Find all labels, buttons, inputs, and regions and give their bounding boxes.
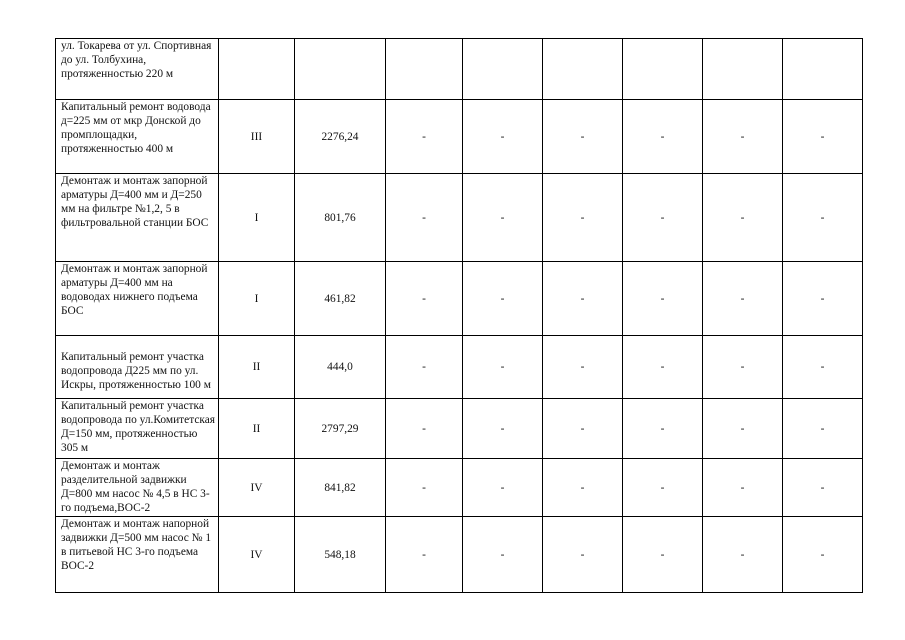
value-cell: - — [703, 174, 783, 262]
value-cell: - — [703, 336, 783, 399]
value-cell — [623, 39, 703, 100]
table-row — [56, 262, 863, 336]
value-cell: - — [623, 399, 703, 459]
category-cell: II — [219, 336, 295, 399]
value-cell: - — [386, 399, 463, 459]
work-description-cell: Капитальный ремонт участка водопровода по ул.Комитетская Д=150 мм, протяженностью 305 м — [56, 399, 219, 459]
table-row — [56, 517, 863, 593]
cost-cell: 461,82 — [295, 262, 386, 336]
value-cell: - — [703, 517, 783, 593]
value-cell: - — [386, 262, 463, 336]
value-cell: - — [623, 100, 703, 174]
value-cell — [543, 39, 623, 100]
value-cell: - — [543, 100, 623, 174]
work-description-cell: Демонтаж и монтаж запорной арматуры Д=400 мм на водоводах нижнего подъема БОС — [56, 262, 219, 336]
value-cell — [386, 39, 463, 100]
table-row — [56, 174, 863, 262]
value-cell: - — [623, 336, 703, 399]
value-cell: - — [463, 174, 543, 262]
value-cell: - — [623, 174, 703, 262]
value-cell: - — [463, 262, 543, 336]
value-cell: - — [703, 100, 783, 174]
value-cell: - — [783, 517, 863, 593]
category-cell — [219, 39, 295, 100]
value-cell: - — [703, 262, 783, 336]
value-cell — [783, 39, 863, 100]
work-description-cell: Демонтаж и монтаж запорной арматуры Д=400 мм и Д=250 мм на фильтре №1,2, 5 в фильтровальной станции БОС — [56, 174, 219, 262]
value-cell: - — [543, 459, 623, 517]
cost-cell: 801,76 — [295, 174, 386, 262]
value-cell: - — [463, 336, 543, 399]
cost-cell: 2797,29 — [295, 399, 386, 459]
cost-cell: 841,82 — [295, 459, 386, 517]
work-description-cell: Демонтаж и монтаж разделительной задвижки Д=800 мм насос № 4,5 в НС 3-го подъема,ВОС-2 — [56, 459, 219, 517]
work-description-cell: Капитальный ремонт водовода д=225 мм от мкр Донской до промплощадки, протяженностью 400 м — [56, 100, 219, 174]
value-cell: - — [543, 174, 623, 262]
value-cell: - — [783, 459, 863, 517]
work-description-cell: Демонтаж и монтаж напорной задвижки Д=500 мм насос № 1 в питьевой НС 3-го подъема ВОС-2 — [56, 517, 219, 593]
value-cell: - — [543, 262, 623, 336]
category-cell: II — [219, 399, 295, 459]
cost-cell: 444,0 — [295, 336, 386, 399]
value-cell: - — [703, 459, 783, 517]
value-cell: - — [783, 262, 863, 336]
cost-cell — [295, 39, 386, 100]
value-cell: - — [463, 459, 543, 517]
value-cell: - — [463, 517, 543, 593]
category-cell: III — [219, 100, 295, 174]
value-cell: - — [543, 336, 623, 399]
value-cell: - — [623, 262, 703, 336]
value-cell: - — [463, 399, 543, 459]
value-cell: - — [783, 174, 863, 262]
table-row — [56, 100, 863, 174]
value-cell: - — [783, 399, 863, 459]
value-cell: - — [463, 100, 543, 174]
work-description-cell: ул. Токарева от ул. Спортивная до ул. Толбухина, протяженностью 220 м — [56, 39, 219, 100]
works-table — [55, 38, 863, 593]
value-cell: - — [543, 399, 623, 459]
value-cell: - — [386, 517, 463, 593]
value-cell: - — [623, 517, 703, 593]
table-row — [56, 336, 863, 399]
cost-cell: 2276,24 — [295, 100, 386, 174]
cost-cell: 548,18 — [295, 517, 386, 593]
value-cell: - — [386, 100, 463, 174]
work-description-cell — [56, 336, 219, 399]
value-cell: - — [783, 336, 863, 399]
table-row — [56, 399, 863, 459]
value-cell — [703, 39, 783, 100]
category-cell: I — [219, 174, 295, 262]
category-cell: IV — [219, 459, 295, 517]
value-cell: - — [703, 399, 783, 459]
value-cell: - — [623, 459, 703, 517]
category-cell: IV — [219, 517, 295, 593]
value-cell: - — [543, 517, 623, 593]
work-description-text: Капитальный ремонт участка водопровода Д225 мм по ул. Искры, протяженностью 100 м — [61, 351, 211, 391]
value-cell: - — [386, 459, 463, 517]
value-cell: - — [386, 174, 463, 262]
value-cell — [463, 39, 543, 100]
value-cell: - — [386, 336, 463, 399]
table-row — [56, 39, 863, 100]
value-cell: - — [783, 100, 863, 174]
table-row — [56, 459, 863, 517]
category-cell: I — [219, 262, 295, 336]
